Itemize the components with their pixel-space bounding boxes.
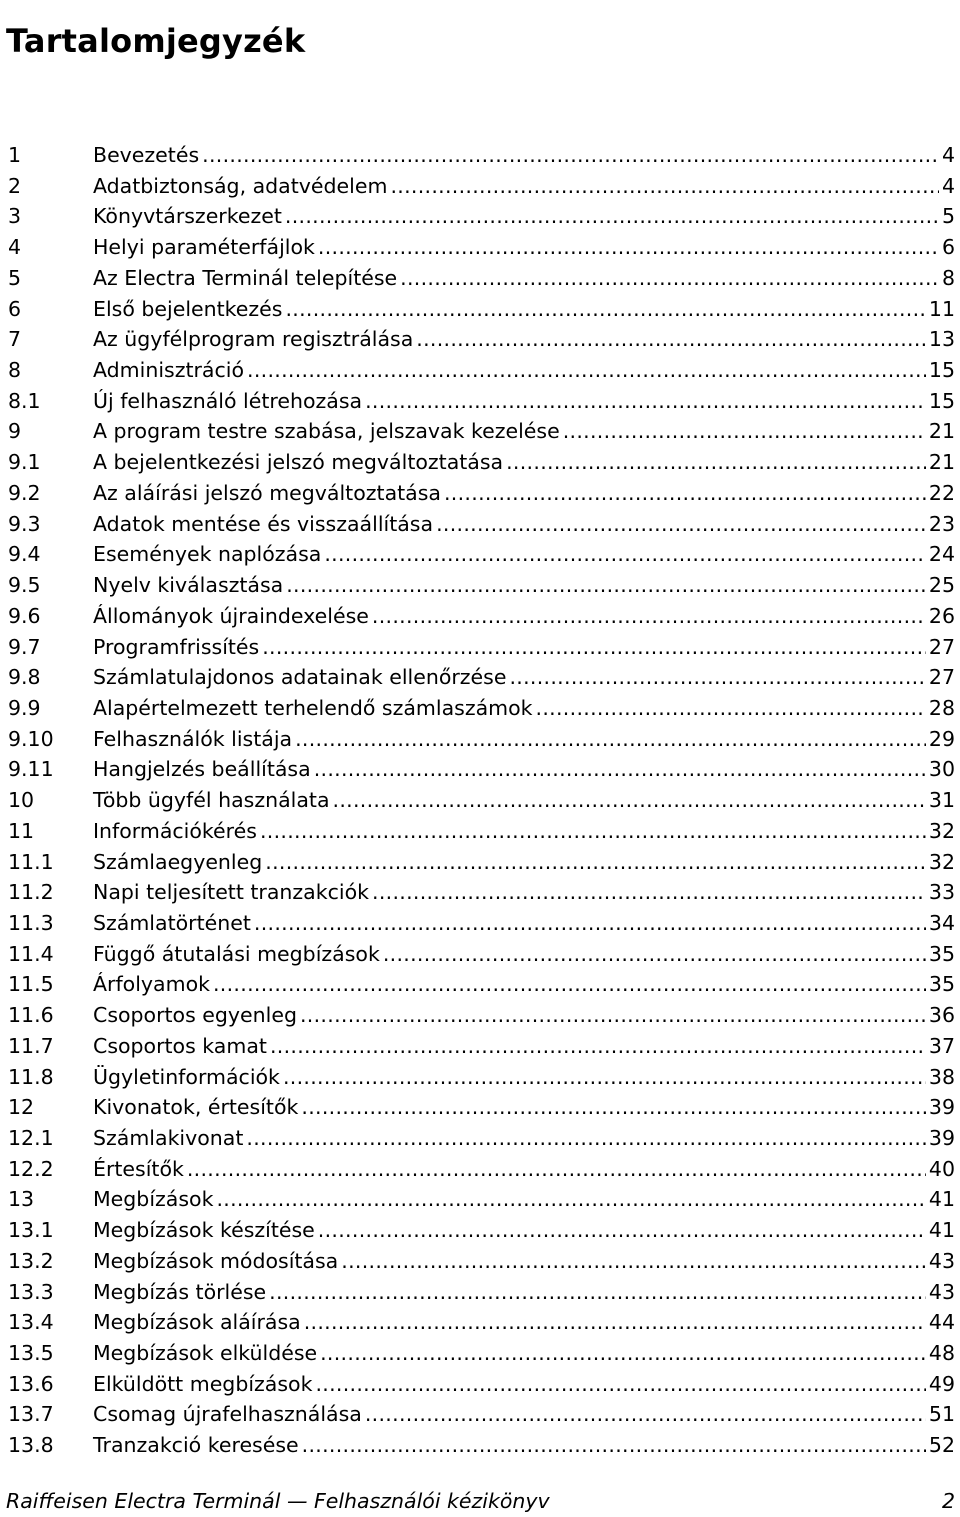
table-of-contents [8, 140, 955, 1461]
toc-entry-number: 13.7 [8, 1402, 54, 1427]
toc-entry-number: 12.1 [8, 1126, 54, 1150]
toc-dot-leader [301, 1092, 926, 1123]
toc-entry[interactable] [8, 1338, 955, 1369]
toc-entry-title: Az Electra Terminál telepítése [93, 265, 398, 290]
toc-entry-page: 35 [928, 972, 955, 997]
toc-entry-page: 24 [928, 542, 955, 567]
toc-entry-title: Alapértelmezett terhelendő számlaszámok [93, 695, 533, 720]
toc-entry-number: 11.5 [8, 972, 54, 997]
toc-dot-leader [365, 386, 926, 417]
toc-entry-number: 11.8 [8, 1064, 54, 1089]
toc-entry-number: 12.2 [8, 1156, 54, 1181]
toc-entry-title: Kivonatok, értesítők [93, 1095, 299, 1120]
toc-entry-title: Helyi paraméterfájlok [93, 235, 315, 260]
toc-entry-page: 27 [928, 665, 955, 690]
page-title: Tartalomjegyzék [6, 22, 306, 61]
toc-entry-page: 40 [928, 1156, 955, 1181]
toc-entry[interactable] [8, 1031, 955, 1062]
toc-entry[interactable] [8, 1277, 955, 1308]
toc-entry-number: 11.6 [8, 1003, 54, 1028]
toc-entry-page: 41 [928, 1218, 955, 1243]
toc-entry[interactable] [8, 1184, 955, 1215]
toc-dot-leader [372, 601, 926, 632]
toc-entry-title: Csomag újrafelhasználása [93, 1402, 362, 1427]
toc-dot-leader [262, 632, 926, 663]
toc-dot-leader [213, 969, 926, 1000]
toc-entry[interactable] [8, 908, 955, 939]
toc-entry[interactable] [8, 294, 955, 325]
toc-entry-number: 13.8 [8, 1433, 54, 1458]
toc-entry-title: Megbízások [93, 1187, 214, 1212]
toc-entry-title: Új felhasználó létrehozása [93, 388, 363, 413]
toc-dot-leader [283, 1062, 926, 1093]
toc-entry[interactable] [8, 509, 955, 540]
toc-entry-title: Nyelv kiválasztása [93, 573, 284, 598]
toc-entry[interactable] [8, 447, 955, 478]
toc-entry-title: Csoportos egyenleg [93, 1003, 297, 1028]
toc-entry-number: 11 [8, 818, 35, 843]
toc-entry-page: 41 [928, 1187, 955, 1212]
toc-dot-leader [285, 201, 939, 232]
toc-entry[interactable] [8, 1092, 955, 1123]
toc-entry-page: 28 [928, 695, 955, 720]
toc-entry[interactable] [8, 1430, 955, 1461]
toc-entry[interactable] [8, 416, 955, 447]
toc-entry-number: 13 [8, 1187, 35, 1212]
toc-entry-title: Tranzakció keresése [93, 1433, 299, 1458]
toc-entry-page: 36 [928, 1003, 955, 1028]
toc-entry[interactable] [8, 263, 955, 294]
toc-entry[interactable] [8, 570, 955, 601]
toc-entry-number: 4 [8, 235, 22, 260]
toc-entry[interactable] [8, 1246, 955, 1277]
toc-dot-leader [341, 1246, 926, 1277]
toc-entry-number: 9.10 [8, 726, 54, 751]
footer-document-title: Raiffeisen Electra Terminál — Felhasználói kézikönyv [6, 1489, 550, 1513]
toc-entry-number: 9.2 [8, 480, 41, 505]
toc-entry-title: Könyvtárszerkezet [93, 204, 282, 229]
toc-entry[interactable] [8, 816, 955, 847]
toc-entry-title: Bevezetés [93, 143, 200, 167]
toc-entry-number: 6 [8, 296, 22, 321]
toc-entry-title: Megbízás törlése [93, 1279, 267, 1304]
toc-entry-title: Hangjelzés beállítása [93, 757, 311, 782]
toc-entry-title: A bejelentkezési jelszó megváltoztatása [93, 450, 504, 475]
toc-entry-number: 9.1 [8, 450, 41, 475]
toc-entry-number: 7 [8, 327, 22, 352]
toc-entry-title: Adminisztráció [93, 358, 245, 383]
toc-entry[interactable] [8, 232, 955, 263]
toc-entry-number: 9.5 [8, 573, 41, 598]
toc-entry-title: Függő átutalási megbízások [93, 941, 380, 966]
toc-entry[interactable] [8, 539, 955, 570]
toc-entry-title: Napi teljesített tranzakciók [93, 880, 369, 905]
toc-entry-title: Értesítők [93, 1156, 184, 1181]
toc-dot-leader [509, 662, 925, 693]
toc-entry-title: Megbízások készítése [93, 1218, 315, 1243]
toc-entry-number: 9.9 [8, 695, 41, 720]
toc-entry-number: 11.4 [8, 941, 54, 966]
toc-entry-number: 8.1 [8, 388, 41, 413]
toc-dot-leader [285, 294, 925, 325]
toc-dot-leader [320, 1338, 926, 1369]
toc-entry[interactable] [8, 601, 955, 632]
toc-dot-leader [318, 232, 939, 263]
toc-entry-page: 23 [928, 511, 955, 536]
toc-entry-title: Programfrissítés [93, 634, 260, 659]
toc-entry-number: 11.3 [8, 910, 54, 935]
toc-entry[interactable] [8, 140, 955, 171]
toc-entry-page: 15 [928, 358, 955, 383]
toc-entry[interactable] [8, 632, 955, 663]
toc-entry-title: Az aláírási jelszó megváltoztatása [93, 480, 441, 505]
toc-entry[interactable] [8, 785, 955, 816]
toc-entry[interactable] [8, 1399, 955, 1430]
toc-dot-leader [536, 693, 926, 724]
toc-dot-leader [506, 447, 926, 478]
toc-entry-number: 11.2 [8, 880, 54, 905]
toc-entry-title: Megbízások elküldése [93, 1341, 318, 1366]
toc-dot-leader [202, 140, 939, 171]
toc-entry-page: 35 [928, 941, 955, 966]
toc-dot-leader [563, 416, 926, 447]
toc-entry[interactable] [8, 1062, 955, 1093]
toc-dot-leader [286, 570, 926, 601]
toc-entry-page: 32 [928, 849, 955, 874]
toc-entry[interactable] [8, 355, 955, 386]
toc-entry-number: 13.3 [8, 1279, 54, 1304]
toc-entry-page: 6 [941, 235, 955, 260]
toc-dot-leader [246, 1123, 926, 1154]
toc-dot-leader [365, 1399, 926, 1430]
toc-entry-page: 44 [928, 1310, 955, 1335]
toc-entry-title: Árfolyamok [93, 972, 210, 997]
toc-dot-leader [254, 908, 926, 939]
toc-entry-page: 21 [928, 450, 955, 475]
toc-entry-title: Események naplózása [93, 542, 322, 567]
toc-entry[interactable] [8, 1307, 955, 1338]
toc-entry-page: 26 [928, 603, 955, 628]
toc-dot-leader [436, 509, 926, 540]
toc-entry[interactable] [8, 877, 955, 908]
toc-entry-title: Ügyletinformációk [93, 1064, 280, 1089]
toc-entry-page: 43 [928, 1248, 955, 1273]
toc-entry-page: 8 [941, 265, 955, 290]
toc-dot-leader [269, 1277, 926, 1308]
toc-entry-number: 11.7 [8, 1033, 54, 1058]
toc-entry-title: Elküldött megbízások [93, 1371, 313, 1396]
toc-dot-leader [383, 939, 926, 970]
toc-entry[interactable] [8, 1369, 955, 1400]
toc-entry-number: 1 [8, 143, 22, 167]
toc-entry-title: Számlakivonat [93, 1126, 244, 1150]
toc-entry-page: 13 [928, 327, 955, 352]
toc-entry-page: 21 [928, 419, 955, 444]
footer-page-number: 2 [941, 1489, 955, 1513]
toc-entry-number: 9.4 [8, 542, 41, 567]
toc-dot-leader [260, 816, 926, 847]
toc-entry-title: Csoportos kamat [93, 1033, 267, 1058]
toc-entry[interactable] [8, 662, 955, 693]
toc-dot-leader [372, 877, 926, 908]
toc-entry[interactable] [8, 754, 955, 785]
toc-entry-number: 9.8 [8, 665, 41, 690]
toc-dot-leader [390, 171, 939, 202]
toc-entry-page: 49 [928, 1371, 955, 1396]
toc-dot-leader [314, 754, 926, 785]
toc-dot-leader [444, 478, 926, 509]
toc-dot-leader [416, 324, 926, 355]
toc-entry-number: 9.6 [8, 603, 41, 628]
toc-entry-title: Számlatulajdonos adatainak ellenőrzése [93, 665, 507, 690]
toc-entry-page: 25 [928, 573, 955, 598]
toc-entry-title: Több ügyfél használata [93, 788, 330, 813]
toc-entry-page: 11 [928, 296, 955, 321]
toc-entry-number: 8 [8, 358, 22, 383]
toc-entry-page: 37 [928, 1033, 955, 1058]
toc-entry-title: Számlatörténet [93, 910, 251, 935]
toc-dot-leader [400, 263, 939, 294]
toc-entry-page: 15 [928, 388, 955, 413]
toc-entry[interactable] [8, 847, 955, 878]
toc-entry-page: 52 [928, 1433, 955, 1458]
toc-entry-page: 51 [928, 1402, 955, 1427]
toc-entry-page: 39 [928, 1126, 955, 1150]
toc-entry-number: 2 [8, 173, 22, 198]
toc-entry-page: 43 [928, 1279, 955, 1304]
toc-entry-number: 13.4 [8, 1310, 54, 1335]
toc-entry[interactable] [8, 1123, 955, 1154]
toc-entry-title: Számlaegyenleg [93, 849, 263, 874]
toc-entry-number: 10 [8, 788, 35, 813]
toc-entry-page: 38 [928, 1064, 955, 1089]
toc-entry-page: 29 [928, 726, 955, 751]
toc-entry-number: 11.1 [8, 849, 54, 874]
toc-entry-page: 4 [941, 173, 955, 198]
toc-entry[interactable] [8, 724, 955, 755]
toc-dot-leader [304, 1307, 926, 1338]
toc-entry[interactable] [8, 939, 955, 970]
toc-entry[interactable] [8, 171, 955, 202]
toc-dot-leader [302, 1430, 926, 1461]
toc-entry[interactable] [8, 693, 955, 724]
toc-entry[interactable] [8, 478, 955, 509]
toc-entry-page: 5 [941, 204, 955, 229]
toc-entry[interactable] [8, 1215, 955, 1246]
toc-entry-page: 30 [928, 757, 955, 782]
toc-dot-leader [315, 1369, 925, 1400]
toc-entry[interactable] [8, 201, 955, 232]
page-footer [6, 1486, 955, 1516]
toc-entry[interactable] [8, 1000, 955, 1031]
toc-entry-title: Első bejelentkezés [93, 296, 283, 321]
toc-entry-number: 5 [8, 265, 22, 290]
toc-entry-page: 33 [928, 880, 955, 905]
toc-entry-title: Megbízások módosítása [93, 1248, 339, 1273]
toc-entry[interactable] [8, 1154, 955, 1185]
toc-entry-number: 9.3 [8, 511, 41, 536]
toc-entry-page: 34 [928, 910, 955, 935]
toc-dot-leader [270, 1031, 926, 1062]
toc-entry-number: 9 [8, 419, 22, 444]
toc-dot-leader [318, 1215, 926, 1246]
toc-entry-number: 9.11 [8, 757, 54, 782]
toc-dot-leader [295, 724, 926, 755]
toc-entry-number: 13.5 [8, 1341, 54, 1366]
toc-dot-leader [333, 785, 926, 816]
toc-entry-title: Információkérés [93, 818, 257, 843]
toc-entry-page: 39 [928, 1095, 955, 1120]
toc-entry-number: 13.2 [8, 1248, 54, 1273]
toc-entry-number: 9.7 [8, 634, 41, 659]
toc-entry[interactable] [8, 324, 955, 355]
toc-dot-leader [216, 1184, 925, 1215]
toc-entry-page: 32 [928, 818, 955, 843]
toc-entry-number: 12 [8, 1095, 35, 1120]
toc-entry-page: 27 [928, 634, 955, 659]
toc-entry-title: Megbízások aláírása [93, 1310, 301, 1335]
toc-dot-leader [247, 355, 926, 386]
toc-entry-number: 13.6 [8, 1371, 54, 1396]
toc-entry-title: Adatbiztonság, adatvédelem [93, 173, 388, 198]
toc-entry-title: Felhasználók listája [93, 726, 293, 751]
toc-entry-title: Az ügyfélprogram regisztrálása [93, 327, 414, 352]
toc-entry-title: Adatok mentése és visszaállítása [93, 511, 434, 536]
toc-entry[interactable] [8, 969, 955, 1000]
toc-entry-title: A program testre szabása, jelszavak kezelése [93, 419, 560, 444]
toc-entry-page: 4 [941, 143, 955, 167]
toc-dot-leader [265, 847, 926, 878]
toc-entry-number: 3 [8, 204, 22, 229]
toc-entry-page: 31 [928, 788, 955, 813]
toc-dot-leader [324, 539, 926, 570]
toc-dot-leader [300, 1000, 926, 1031]
toc-entry-number: 13.1 [8, 1218, 54, 1243]
toc-entry-page: 48 [928, 1341, 955, 1366]
toc-entry-title: Állományok újraindexelése [93, 603, 369, 628]
toc-entry[interactable] [8, 386, 955, 417]
toc-dot-leader [187, 1154, 926, 1185]
toc-entry-page: 22 [928, 480, 955, 505]
